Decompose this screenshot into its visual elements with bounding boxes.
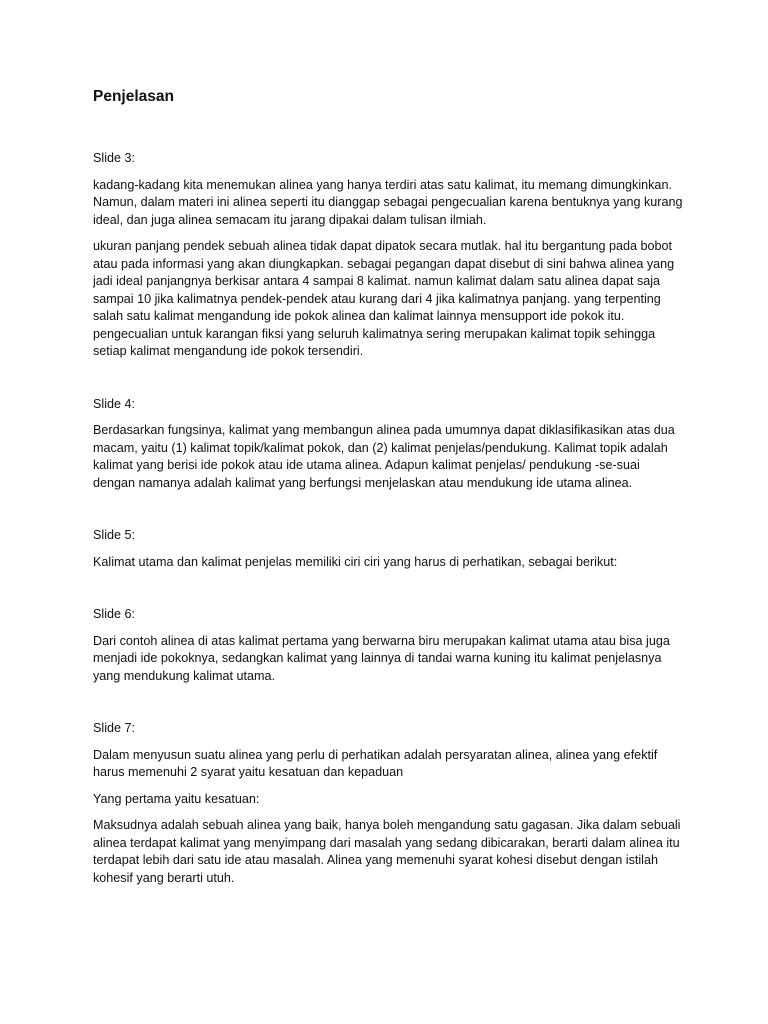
section-slide-5 xyxy=(93,527,683,571)
section-gap xyxy=(93,580,683,606)
section-slide-4 xyxy=(93,396,683,493)
document-title: Penjelasan xyxy=(93,88,174,105)
slide-label: Slide 5: xyxy=(93,528,136,542)
paragraph: ukuran panjang pendek sebuah alinea tidak dapat dipatok secara mutlak. hal itu bergantung pada bobot atau pada informasi yang akan diungkapkan. sebagai pegangan dapat disebut di sini bahwa alinea yang jadi ideal panjangnya berkisar antara 4 sampai 8 kalimat. namun kalimat dalam satu alinea dapat saja sampai 10 jika kalimatnya pendek-pendek atau kurang dari 4 jika kalimatnya panjang. yang terpenting salah satu kalimat mengandung ide pokok alinea dan kalimat lainnya mensupport ide pokok itu. pengecualian untuk karangan fiksi yang seluruh kalimatnya sering merupakan kalimat topik sehingga setiap kalimat mengandung ide pokok tersendiri. xyxy=(93,239,675,358)
paragraph: Yang pertama yaitu kesatuan: xyxy=(93,791,260,806)
section-gap xyxy=(93,501,683,527)
paragraph: Dalam menyusun suatu alinea yang perlu di perhatikan adalah persyaratan alinea, alinea yang efektif harus memenuhi 2 syarat yaitu kesatuan dan kepaduan xyxy=(93,747,658,779)
paragraph: Maksudnya adalah sebuah alinea yang baik, hanya boleh mengandung satu gagasan. Jika dalam sebuali alinea terdapat kalimat yang menyimpang dari masalah yang sedang dibicarakan, berarti dalam alinea itu terdapat lebih dari satu ide atau masalah. Alinea yang memenuhi syarat kohesi disebut dengan istilah kohesif yang berarti utuh. xyxy=(93,818,681,885)
document-page xyxy=(93,86,683,896)
paragraph: kadang-kadang kita menemukan alinea yang hanya terdiri atas satu kalimat, itu memang dimungkinkan. Namun, dalam materi ini alinea seperti itu dianggap sebagai pengecualian karena bentuknya yang kurang ideal, dan juga alinea semacam itu jarang dipakai dalam tulisan ilmiah. xyxy=(93,177,683,227)
paragraph: Berdasarkan fungsinya, kalimat yang membangun alinea pada umumnya dapat diklasifikasikan atas dua macam, yaitu (1) kalimat topik/kalimat pokok, dan (2) kalimat penjelas/pendukung. Kalimat topik adalah kalimat yang berisi ide pokok atau ide utama alinea. Adapun kalimat penjelas/ pendukung -se-suai dengan namanya adalah kalimat yang berfungsi menjelaskan atau mendukung ide utama alinea. xyxy=(93,423,675,490)
section-gap xyxy=(93,694,683,720)
slide-label: Slide 6: xyxy=(93,607,136,621)
section-slide-6 xyxy=(93,606,683,685)
slide-label: Slide 7: xyxy=(93,721,136,735)
paragraph: Kalimat utama dan kalimat penjelas memiliki ciri ciri yang harus di perhatikan, sebagai berikut: xyxy=(93,554,618,569)
slide-label: Slide 3: xyxy=(93,151,136,165)
section-gap xyxy=(93,370,683,396)
section-slide-3 xyxy=(93,150,683,361)
slide-label: Slide 4: xyxy=(93,396,136,411)
section-slide-7 xyxy=(93,720,683,887)
paragraph: Dari contoh alinea di atas kalimat pertama yang berwarna biru merupakan kalimat utama atau bisa juga menjadi ide pokoknya, sedangkan kalimat yang lainnya di tandai warna kuning itu kalimat penjelasnya yang mendukung kalimat utama. xyxy=(93,633,670,683)
